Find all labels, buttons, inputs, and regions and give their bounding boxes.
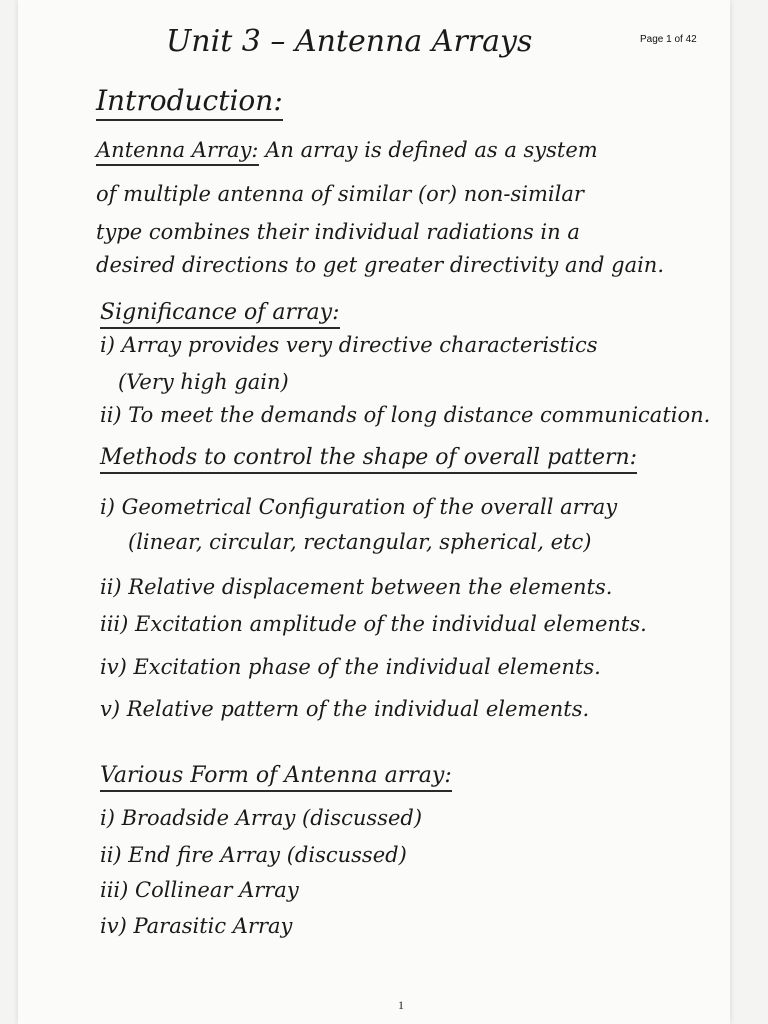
page-indicator: Page 1 of 42 (640, 34, 697, 45)
forms-item-2: ii) End fire Array (discussed) (100, 843, 407, 867)
methods-item-4: iv) Excitation phase of the individual elements. (100, 655, 601, 679)
methods-item-2: ii) Relative displacement between the elements. (100, 575, 613, 599)
definition-text-1: An array is defined as a system (265, 138, 598, 162)
forms-item-1: i) Broadside Array (discussed) (100, 806, 423, 830)
definition-line-4: desired directions to get greater directivity and gain. (96, 253, 665, 277)
document-page (18, 0, 730, 1024)
methods-heading: Methods to control the shape of overall pattern: (100, 445, 637, 474)
significance-item-2: ii) To meet the demands of long distance communication. (100, 403, 711, 427)
significance-item-1: i) Array provides very directive characteristics (100, 333, 598, 357)
methods-item-1: i) Geometrical Configuration of the overall array (100, 495, 618, 519)
methods-item-1-note: (linear, circular, rectangular, spherical, etc) (128, 530, 592, 554)
forms-item-3: iii) Collinear Array (100, 878, 299, 902)
page-number: 1 (398, 998, 404, 1012)
forms-item-4: iv) Parasitic Array (100, 914, 293, 938)
forms-heading: Various Form of Antenna array: (100, 763, 452, 792)
definition-line-3: type combines their individual radiations in a (96, 220, 580, 244)
methods-item-5: v) Relative pattern of the individual elements. (100, 697, 590, 721)
definition-line-1 (96, 140, 598, 161)
page-title: Unit 3 – Antenna Arrays (166, 24, 533, 59)
significance-heading: Significance of array: (100, 300, 340, 329)
definition-term: Antenna Array: (96, 138, 259, 166)
significance-item-1-note: (Very high gain) (118, 370, 289, 394)
methods-item-3: iii) Excitation amplitude of the individual elements. (100, 612, 647, 636)
definition-line-2: of multiple antenna of similar (or) non-similar (96, 182, 584, 206)
intro-heading: Introduction: (96, 84, 283, 121)
